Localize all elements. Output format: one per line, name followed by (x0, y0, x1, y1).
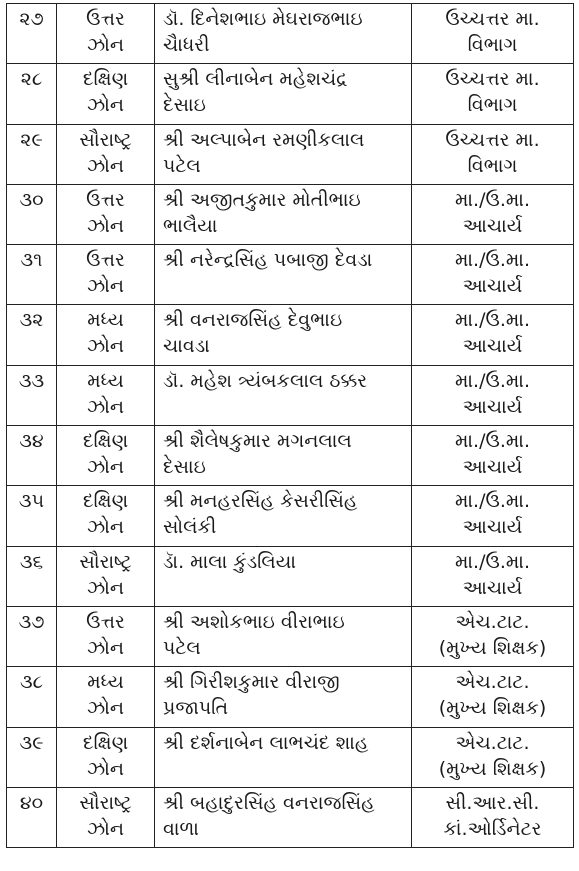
table-row (7, 787, 574, 847)
post-cell (412, 245, 574, 305)
post-cell-line: ઉચ્ચત્તર મા. (445, 68, 540, 91)
table-row (7, 245, 574, 305)
table-row (7, 426, 574, 486)
post-cell (412, 365, 574, 425)
post-cell-line: આચાર્ય (462, 335, 523, 358)
zone-cell-line: ઝોન (86, 697, 125, 720)
name-cell (155, 426, 412, 486)
post-cell (412, 64, 574, 124)
table-row (7, 606, 574, 666)
row-number: ૪૦ (7, 787, 57, 847)
post-cell-line: મા./ઉ.મા. (454, 309, 531, 332)
zone-cell-line: મધ્ય (87, 369, 124, 392)
row-number: ૩૭ (7, 606, 57, 666)
name-cell (155, 787, 412, 847)
zone-cell-line: સૌરાષ્ટ્ર (79, 128, 132, 151)
zone-cell-line: મધ્ય (87, 309, 124, 332)
post-cell (412, 305, 574, 365)
name-cell (155, 4, 412, 64)
zone-cell-line: દક્ષિણ (82, 490, 129, 513)
zone-cell-line: ઝોન (86, 94, 125, 117)
name-cell-line: શ્રી અજીતકુમાર મોતીભાઇ (163, 188, 361, 211)
name-cell-line: સુશ્રી લીનાબેન મહેશચંદ્ર (163, 68, 348, 91)
zone-cell (57, 426, 155, 486)
zone-cell (57, 64, 155, 124)
table-row (7, 667, 574, 727)
zone-cell (57, 546, 155, 606)
post-cell-line: આચાર્ય (462, 456, 523, 479)
post-cell-line: મા./ઉ.મા. (454, 550, 531, 573)
row-number: ૩૦ (7, 184, 57, 244)
post-cell-line: કાં.ઓર્ડિનેટર (443, 817, 542, 840)
row-number: ૨૮ (7, 64, 57, 124)
post-cell-line: આચાર્ય (462, 214, 523, 237)
post-cell-line: આચાર્ય (462, 576, 523, 599)
name-cell-line: પટેલ (163, 154, 201, 177)
row-number: ૩૬ (7, 546, 57, 606)
post-cell-line: એચ.ટાટ. (455, 671, 530, 694)
post-cell-line: સી.આર.સી. (445, 791, 540, 814)
name-cell-line: ચૈાધરી (163, 34, 210, 56)
name-cell (155, 667, 412, 727)
post-cell-line: વિભાગ (467, 34, 518, 56)
zone-cell-line: સૌરાષ્ટ્ર (79, 550, 132, 573)
zone-cell (57, 305, 155, 365)
row-number: ૩૩ (7, 365, 57, 425)
post-cell (412, 184, 574, 244)
post-cell (412, 787, 574, 847)
zone-cell-line: સૌરાષ્ટ્ર (79, 791, 132, 814)
name-cell-line: શ્રી શૈલેષકુમાર મગનલાલ (163, 430, 352, 453)
post-cell-line: (મુખ્ય શિક્ષક) (438, 697, 547, 720)
row-number: ૩૧ (7, 245, 57, 305)
table-row (7, 546, 574, 606)
post-cell-line: આચાર્ય (462, 516, 523, 539)
table-row (7, 184, 574, 244)
name-cell-line: શ્રી દર્શનાબેન લાભચંદ શાહ (163, 731, 369, 754)
name-cell-line: શ્રી વનરાજસિંહ દેવુભાઇ (163, 309, 343, 332)
members-table (6, 3, 574, 848)
row-number: ૩૨ (7, 305, 57, 365)
name-cell-line: શ્રી ગિરીશકુમાર વીરાજી (163, 671, 340, 694)
name-cell (155, 546, 412, 606)
post-cell (412, 426, 574, 486)
zone-cell (57, 787, 155, 847)
post-cell-line: મા./ઉ.મા. (454, 369, 531, 392)
zone-cell (57, 365, 155, 425)
row-number: ૩૫ (7, 486, 57, 546)
post-cell-line: આચાર્ય (462, 275, 523, 298)
document-page (6, 3, 573, 848)
name-cell (155, 64, 412, 124)
name-cell-line: શ્રી મનહરસિંહ કેસરીસિંહ (163, 490, 358, 513)
name-cell (155, 184, 412, 244)
name-cell-line: પટેલ (163, 636, 201, 659)
zone-cell-line: દક્ષિણ (82, 430, 129, 453)
name-cell-line: પ્રજાપતિ (163, 697, 229, 720)
table-row (7, 4, 574, 64)
post-cell-line: એચ.ટાટ. (455, 731, 530, 754)
post-cell-line: એચ.ટાટ. (455, 610, 530, 633)
name-cell-line: શ્રી નરેન્દ્રસિંહ પબાજી દેવડા (163, 249, 373, 272)
zone-cell-line: ઉત્તર (86, 249, 125, 272)
post-cell (412, 667, 574, 727)
zone-cell (57, 245, 155, 305)
zone-cell-line: દક્ષિણ (82, 68, 129, 91)
post-cell-line: ઉચ્ચત્તર મા. (445, 128, 540, 151)
post-cell (412, 606, 574, 666)
name-cell (155, 124, 412, 184)
zone-cell-line: ઝોન (86, 757, 125, 780)
zone-cell-line: ઉત્તર (86, 610, 125, 633)
post-cell-line: મા./ઉ.મા. (454, 188, 531, 211)
table-row (7, 64, 574, 124)
name-cell (155, 727, 412, 787)
name-cell (155, 365, 412, 425)
name-cell (155, 245, 412, 305)
name-cell-line: ડૉ. મહેશ ત્ર્યંબકલાલ ઠક્કર (163, 369, 368, 392)
row-number: ૩૯ (7, 727, 57, 787)
name-cell-line: ચાવડા (163, 335, 210, 358)
name-cell-line: સોલંકી (163, 516, 217, 539)
post-cell-line: વિભાગ (467, 94, 518, 117)
name-cell-line: દેસાઇ (163, 456, 206, 479)
zone-cell-line: ઝોન (86, 395, 125, 418)
row-number: ૨૭ (7, 4, 57, 64)
members-table-body (7, 4, 574, 848)
zone-cell-line: દક્ષિણ (82, 731, 129, 754)
post-cell-line: મા./ઉ.મા. (454, 430, 531, 453)
zone-cell-line: મધ્ય (87, 671, 124, 694)
name-cell (155, 486, 412, 546)
post-cell (412, 124, 574, 184)
table-row (7, 305, 574, 365)
name-cell-line: વાળા (163, 817, 199, 840)
zone-cell-line: ઝોન (86, 516, 125, 539)
post-cell-line: મા./ઉ.મા. (454, 249, 531, 272)
row-number: ૩૮ (7, 667, 57, 727)
post-cell-line: ઉચ્ચત્તર મા. (445, 8, 540, 30)
post-cell (412, 727, 574, 787)
zone-cell (57, 4, 155, 64)
name-cell (155, 606, 412, 666)
zone-cell-line: ઝોન (86, 817, 125, 840)
zone-cell (57, 486, 155, 546)
zone-cell-line: ઝોન (86, 576, 125, 599)
name-cell-line: ડૉ. દિનેશભાઇ મેઘરાજભાઇ (163, 8, 363, 30)
zone-cell (57, 124, 155, 184)
zone-cell-line: ઝોન (86, 636, 125, 659)
zone-cell (57, 606, 155, 666)
post-cell-line: (મુખ્ય શિક્ષક) (438, 757, 547, 780)
name-cell-line: શ્રી અશોકભાઇ વીરાભાઇ (163, 610, 345, 633)
name-cell-line: શ્રી બહાદુરસિંહ વનરાજસિંહ (163, 791, 375, 814)
table-row (7, 727, 574, 787)
name-cell-line: શ્રી અલ્પાબેન રમણીકલાલ (163, 128, 365, 151)
post-cell-line: વિભાગ (467, 154, 518, 177)
post-cell (412, 546, 574, 606)
zone-cell-line: ઉત્તર (86, 188, 125, 211)
zone-cell (57, 727, 155, 787)
zone-cell (57, 667, 155, 727)
zone-cell-line: ઝોન (86, 34, 125, 56)
name-cell (155, 305, 412, 365)
zone-cell-line: ઝોન (86, 456, 125, 479)
row-number: ૩૪ (7, 426, 57, 486)
zone-cell-line: ઉત્તર (86, 8, 125, 30)
name-cell-line: ભાલૈયા (163, 214, 218, 237)
zone-cell-line: ઝોન (86, 214, 125, 237)
post-cell (412, 486, 574, 546)
post-cell-line: મા./ઉ.મા. (454, 490, 531, 513)
zone-cell (57, 184, 155, 244)
row-number: ૨૯ (7, 124, 57, 184)
zone-cell-line: ઝોન (86, 275, 125, 298)
table-row (7, 124, 574, 184)
post-cell (412, 4, 574, 64)
table-row (7, 365, 574, 425)
name-cell-line: ડાૅ. માલા કુંડલિયા (163, 550, 297, 573)
table-row (7, 486, 574, 546)
zone-cell-line: ઝોન (86, 154, 125, 177)
post-cell-line: આચાર્ય (462, 395, 523, 418)
post-cell-line: (મુખ્ય શિક્ષક) (438, 636, 547, 659)
name-cell-line: દેસાઇ (163, 94, 206, 117)
zone-cell-line: ઝોન (86, 335, 125, 358)
